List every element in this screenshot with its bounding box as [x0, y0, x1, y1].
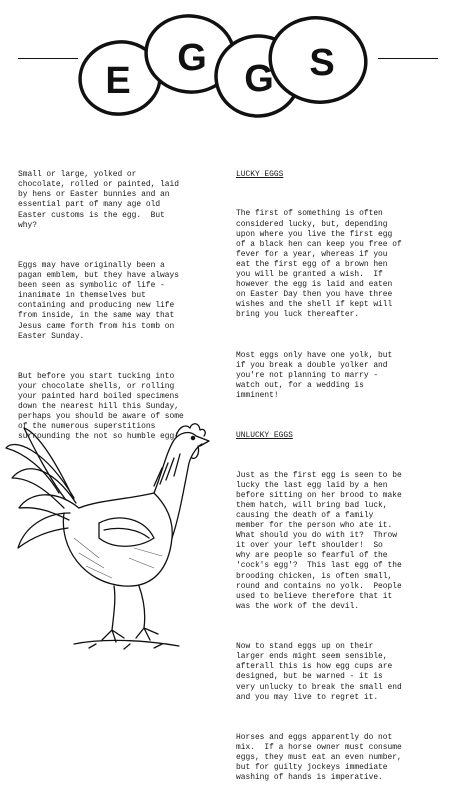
intro-paragraph-3: But before you start tucking into your chocolate shells, or rolling your painted hard boiled specimens down the nearest hill this Sunday, perhaps you should be aware of some of the numerous superstitions surrounding the not so humble egg! — [18, 371, 184, 442]
intro-paragraph-2: Eggs may have originally been a pagan emblem, but they have always been seen as symbolic of life - inanimate in themselves but containing and producing new life from inside, in the same way that Jesus came forth from his tomb on Easter Sunday. — [18, 260, 179, 341]
intro-paragraph-1: Small or large, yolked or chocolate, rolled or painted, laid by hens or Easter bunnies and an essential part of many age old Easter customs is the egg. But why? — [18, 170, 179, 230]
lucky-eggs-heading: LUCKY EGGS — [236, 170, 284, 180]
title-letter-s: S — [309, 42, 335, 84]
title-letter-e: E — [105, 60, 131, 102]
title-letter-g1: G — [177, 37, 207, 79]
lucky-paragraph-1: The first of something is often considered lucky, but, depending upon where you live the first egg of a black hen can keep you free of fever for a year, whereas if you eat the first egg of a brown hen you will be granted a wish. If however the egg is laid and eaten on Easter Day then you have three wishes and the shell if kept will bring you luck thereafter. — [236, 209, 402, 320]
lucky-paragraph-2: Most eggs only have one yolk, but if you break a double yolker and you're not planning to marry - watch out, for a wedding is imminent! — [236, 350, 393, 401]
unlucky-eggs-heading: UNLUCKY EGGS — [236, 431, 293, 441]
unlucky-paragraph-2: Now to stand eggs up on their larger ends might seem sensible, afterall this is how egg cups are designed, but be warned - it is very unlucky to break the small end and you may live to regret it. — [236, 642, 402, 702]
superstitions-column — [236, 150, 402, 803]
title-letter-g2: G — [244, 58, 274, 100]
unlucky-paragraph-3: Horses and eggs apparently do not mix. If a horse owner must consume eggs, they must eat an even number, but for guilty jockeys immediate washing of hands is imperative. — [236, 732, 402, 783]
eggs-title-banner — [0, 0, 453, 135]
unlucky-paragraph-1: Just as the first egg is seen to be lucky the last egg laid by a hen before sitting on her brood to make them hatch, will bring bad luck, causing the death of a family member for the person who ate it. What should you do with it? Throw it over your left shoulder! So why are people so fearful of the 'cock's egg'? This last egg of the brooding chicken, is often small, round and contains no yolk. People used to believe therefore that it was the work of the devil. — [236, 470, 402, 611]
rooster-icon — [4, 408, 216, 656]
